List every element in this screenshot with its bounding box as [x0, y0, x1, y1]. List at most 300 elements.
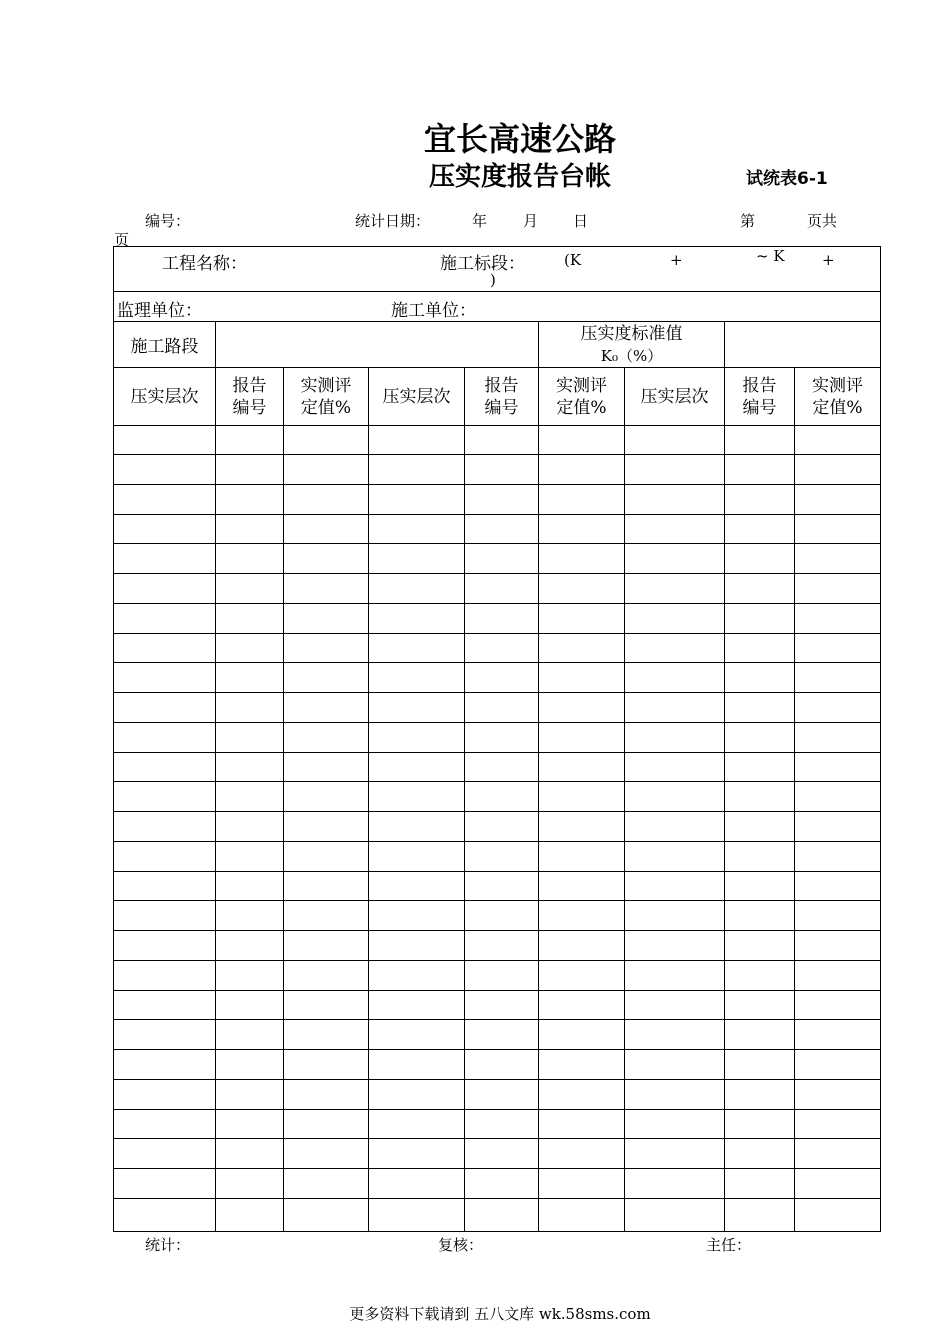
table-cell[interactable] — [725, 455, 795, 485]
table-cell[interactable] — [725, 990, 795, 1020]
table-cell[interactable] — [539, 455, 625, 485]
project-name-label: 工程名称： — [162, 254, 247, 274]
table-cell[interactable] — [795, 1198, 881, 1231]
table-cell[interactable] — [369, 633, 465, 663]
table-cell[interactable] — [114, 663, 216, 693]
table-cell[interactable] — [539, 871, 625, 901]
table-cell[interactable] — [216, 603, 284, 633]
col-layer-2: 压实层次 — [369, 368, 465, 426]
table-cell[interactable] — [625, 1139, 725, 1169]
standard-label-line1: 压实度标准值 — [580, 323, 683, 344]
table-cell[interactable] — [625, 871, 725, 901]
table-cell[interactable] — [369, 603, 465, 633]
table-cell[interactable] — [369, 1198, 465, 1231]
table-cell[interactable] — [795, 990, 881, 1020]
table-cell[interactable] — [539, 990, 625, 1020]
table-cell[interactable] — [369, 544, 465, 574]
table-cell[interactable] — [725, 426, 795, 455]
table-cell[interactable] — [369, 484, 465, 514]
table-cell[interactable] — [284, 1079, 369, 1109]
table-cell[interactable] — [284, 426, 369, 455]
table-cell[interactable] — [539, 1139, 625, 1169]
table-cell[interactable] — [795, 633, 881, 663]
table-cell[interactable] — [369, 901, 465, 931]
table-row — [114, 931, 881, 961]
table-cell[interactable] — [216, 1109, 284, 1139]
table-cell[interactable] — [465, 782, 539, 812]
table-cell[interactable] — [539, 931, 625, 961]
site-watermark-text: 更多资料下载请到 五八文库 wk.58sms.com — [349, 1305, 651, 1323]
table-cell[interactable] — [216, 1079, 284, 1109]
table-cell[interactable] — [114, 782, 216, 812]
table-cell[interactable] — [795, 603, 881, 633]
table-cell[interactable] — [114, 1020, 216, 1050]
table-cell[interactable] — [114, 484, 216, 514]
table-cell[interactable] — [216, 722, 284, 752]
table-cell[interactable] — [625, 426, 725, 455]
table-cell[interactable] — [795, 455, 881, 485]
table-cell[interactable] — [539, 722, 625, 752]
chainage-end: ~ K — [756, 247, 785, 265]
table-row — [114, 960, 881, 990]
table-row — [114, 901, 881, 931]
col-value-3 — [795, 368, 881, 426]
col-value-3-line1: 实测评 — [812, 375, 863, 396]
table-cell[interactable] — [725, 1198, 795, 1231]
table-cell[interactable] — [539, 1109, 625, 1139]
table-cell[interactable] — [465, 1109, 539, 1139]
table-cell[interactable] — [216, 812, 284, 842]
table-cell[interactable] — [114, 514, 216, 544]
table-cell[interactable] — [114, 544, 216, 574]
table-cell[interactable] — [114, 1079, 216, 1109]
table-cell[interactable] — [725, 1079, 795, 1109]
table-cell[interactable] — [369, 1020, 465, 1050]
table-cell[interactable] — [284, 574, 369, 604]
table-cell[interactable] — [465, 841, 539, 871]
table-cell[interactable] — [539, 1050, 625, 1080]
table-cell[interactable] — [114, 1169, 216, 1199]
table-cell[interactable] — [795, 426, 881, 455]
table-cell[interactable] — [725, 1139, 795, 1169]
supervisor-label: 监理单位： — [117, 301, 202, 321]
col-report-no-2 — [465, 368, 539, 426]
table-row — [114, 544, 881, 574]
table-cell[interactable] — [114, 633, 216, 663]
table-cell[interactable] — [625, 514, 725, 544]
table-cell[interactable] — [216, 1169, 284, 1199]
table-cell[interactable] — [795, 722, 881, 752]
table-cell[interactable] — [795, 812, 881, 842]
table-cell[interactable] — [795, 693, 881, 723]
table-cell[interactable] — [539, 544, 625, 574]
table-cell[interactable] — [539, 693, 625, 723]
table-cell[interactable] — [465, 484, 539, 514]
table-cell[interactable] — [114, 960, 216, 990]
col-value-2-line2: 定值% — [556, 397, 607, 418]
table-cell[interactable] — [465, 960, 539, 990]
table-cell[interactable] — [795, 901, 881, 931]
table-cell[interactable] — [369, 812, 465, 842]
table-cell[interactable] — [795, 931, 881, 961]
table-cell[interactable] — [795, 871, 881, 901]
table-cell[interactable] — [284, 841, 369, 871]
table-cell[interactable] — [625, 1198, 725, 1231]
table-cell[interactable] — [284, 1050, 369, 1080]
table-cell[interactable] — [465, 514, 539, 544]
table-cell[interactable] — [725, 544, 795, 574]
table-cell[interactable] — [369, 752, 465, 782]
table-cell[interactable] — [114, 931, 216, 961]
table-cell[interactable] — [725, 1109, 795, 1139]
table-row — [114, 782, 881, 812]
table-cell[interactable] — [369, 1079, 465, 1109]
table-cell[interactable] — [725, 484, 795, 514]
table-cell[interactable] — [725, 514, 795, 544]
table-cell[interactable] — [284, 1109, 369, 1139]
table-cell[interactable] — [625, 574, 725, 604]
contractor-label: 施工单位： — [391, 301, 476, 321]
table-row — [114, 1020, 881, 1050]
table-cell[interactable] — [795, 1169, 881, 1199]
table-cell[interactable] — [369, 1139, 465, 1169]
table-cell[interactable] — [216, 633, 284, 663]
table-cell[interactable] — [284, 752, 369, 782]
table-cell[interactable] — [725, 901, 795, 931]
table-cell[interactable] — [284, 1198, 369, 1231]
table-row — [114, 841, 881, 871]
table-cell[interactable] — [216, 990, 284, 1020]
table-cell[interactable] — [539, 841, 625, 871]
table-cell[interactable] — [465, 990, 539, 1020]
col-value-1-line1: 实测评 — [300, 375, 352, 396]
table-row — [114, 1109, 881, 1139]
table-cell[interactable] — [725, 1050, 795, 1080]
table-cell[interactable] — [114, 990, 216, 1020]
table-cell[interactable] — [465, 426, 539, 455]
table-row — [114, 574, 881, 604]
project-row — [114, 247, 881, 292]
table-cell[interactable] — [539, 426, 625, 455]
table-cell[interactable] — [465, 1020, 539, 1050]
table-cell[interactable] — [539, 574, 625, 604]
table-row — [114, 812, 881, 842]
table-cell[interactable] — [465, 722, 539, 752]
table-cell[interactable] — [284, 514, 369, 544]
column-header-row — [114, 368, 881, 426]
table-cell[interactable] — [625, 1109, 725, 1139]
table-cell[interactable] — [465, 544, 539, 574]
table-cell[interactable] — [369, 426, 465, 455]
table-row — [114, 1050, 881, 1080]
table-cell[interactable] — [539, 603, 625, 633]
document-subtitle: 压实度报告台帐 — [428, 162, 611, 192]
table-cell[interactable] — [369, 455, 465, 485]
table-cell[interactable] — [114, 693, 216, 723]
table-row — [114, 752, 881, 782]
table-cell[interactable] — [625, 990, 725, 1020]
table-row — [114, 484, 881, 514]
col-report-no-3 — [725, 368, 795, 426]
table-cell[interactable] — [625, 841, 725, 871]
table-cell[interactable] — [795, 752, 881, 782]
table-cell[interactable] — [369, 931, 465, 961]
table-cell[interactable] — [625, 1020, 725, 1050]
table-cell[interactable] — [216, 1020, 284, 1050]
table-cell[interactable] — [539, 514, 625, 544]
day-label: 日 — [573, 212, 589, 230]
form-number: 试统表6-1 — [746, 169, 828, 189]
table-cell[interactable] — [284, 812, 369, 842]
table-cell[interactable] — [284, 663, 369, 693]
table-cell[interactable] — [369, 990, 465, 1020]
table-cell[interactable] — [369, 1050, 465, 1080]
section-label: 施工标段： — [440, 254, 525, 274]
table-cell[interactable] — [216, 901, 284, 931]
table-cell[interactable] — [114, 1050, 216, 1080]
table-cell[interactable] — [114, 455, 216, 485]
table-cell[interactable] — [625, 455, 725, 485]
table-cell[interactable] — [114, 841, 216, 871]
col-report-no-2-line2: 编号 — [484, 397, 519, 418]
table-cell[interactable] — [216, 693, 284, 723]
table-cell[interactable] — [369, 722, 465, 752]
table-cell[interactable] — [625, 1050, 725, 1080]
table-cell[interactable] — [284, 1020, 369, 1050]
table-cell[interactable] — [369, 1169, 465, 1199]
table-cell[interactable] — [216, 871, 284, 901]
table-cell[interactable] — [625, 633, 725, 663]
table-cell[interactable] — [284, 603, 369, 633]
table-cell[interactable] — [725, 1020, 795, 1050]
table-cell[interactable] — [539, 1079, 625, 1109]
table-cell[interactable] — [539, 752, 625, 782]
footer-director-label: 主任： — [706, 1236, 752, 1254]
table-cell[interactable] — [284, 544, 369, 574]
table-cell[interactable] — [114, 812, 216, 842]
table-cell[interactable] — [465, 455, 539, 485]
table-cell[interactable] — [114, 752, 216, 782]
table-cell[interactable] — [625, 603, 725, 633]
table-cell[interactable] — [216, 514, 284, 544]
table-cell[interactable] — [284, 931, 369, 961]
table-cell[interactable] — [114, 1198, 216, 1231]
table-cell[interactable] — [725, 574, 795, 604]
table-cell[interactable] — [369, 1109, 465, 1139]
table-cell[interactable] — [284, 782, 369, 812]
table-cell[interactable] — [625, 752, 725, 782]
table-cell[interactable] — [465, 901, 539, 931]
table-cell[interactable] — [284, 633, 369, 663]
table-cell[interactable] — [625, 722, 725, 752]
table-cell[interactable] — [625, 782, 725, 812]
table-cell[interactable] — [539, 812, 625, 842]
table-cell[interactable] — [216, 960, 284, 990]
table-cell[interactable] — [216, 484, 284, 514]
table-cell[interactable] — [114, 426, 216, 455]
table-cell[interactable] — [795, 1020, 881, 1050]
table-cell[interactable] — [216, 1050, 284, 1080]
table-cell[interactable] — [539, 484, 625, 514]
road-segment-value[interactable] — [216, 322, 539, 368]
table-cell[interactable] — [625, 960, 725, 990]
table-cell[interactable] — [216, 455, 284, 485]
col-report-no-1-line2: 编号 — [232, 397, 267, 418]
table-cell[interactable] — [114, 574, 216, 604]
table-cell[interactable] — [465, 603, 539, 633]
table-cell[interactable] — [369, 693, 465, 723]
table-cell[interactable] — [114, 722, 216, 752]
table-cell[interactable] — [114, 871, 216, 901]
table-row — [114, 693, 881, 723]
table-cell[interactable] — [369, 782, 465, 812]
table-cell[interactable] — [539, 663, 625, 693]
table-cell[interactable] — [725, 1169, 795, 1199]
table-cell[interactable] — [284, 871, 369, 901]
table-cell[interactable] — [284, 990, 369, 1020]
table-cell[interactable] — [795, 1079, 881, 1109]
table-row — [114, 1198, 881, 1231]
table-cell[interactable] — [284, 484, 369, 514]
table-cell[interactable] — [625, 663, 725, 693]
table-cell[interactable] — [465, 1169, 539, 1199]
table-cell[interactable] — [725, 633, 795, 663]
table-cell[interactable] — [284, 693, 369, 723]
table-cell[interactable] — [795, 544, 881, 574]
road-segment-label: 施工路段 — [114, 322, 216, 368]
table-cell[interactable] — [465, 1198, 539, 1231]
table-cell[interactable] — [114, 1109, 216, 1139]
table-cell[interactable] — [369, 841, 465, 871]
table-cell[interactable] — [625, 544, 725, 574]
table-cell[interactable] — [369, 663, 465, 693]
table-cell[interactable] — [216, 544, 284, 574]
table-cell[interactable] — [465, 693, 539, 723]
col-value-2-line1: 实测评 — [556, 375, 607, 396]
table-cell[interactable] — [725, 960, 795, 990]
table-cell[interactable] — [539, 1169, 625, 1199]
col-value-1-line2: 定值% — [300, 397, 352, 418]
table-cell[interactable] — [725, 693, 795, 723]
table-cell[interactable] — [369, 871, 465, 901]
standard-label-line2: K₀（%） — [600, 346, 663, 365]
table-cell[interactable] — [284, 1139, 369, 1169]
table-cell[interactable] — [725, 812, 795, 842]
number-label: 编号： — [145, 212, 191, 230]
table-cell[interactable] — [795, 484, 881, 514]
table-cell[interactable] — [725, 782, 795, 812]
col-value-2 — [539, 368, 625, 426]
table-cell[interactable] — [795, 782, 881, 812]
table-cell[interactable] — [114, 1139, 216, 1169]
table-cell[interactable] — [216, 752, 284, 782]
table-cell[interactable] — [216, 1139, 284, 1169]
table-row — [114, 1079, 881, 1109]
table-cell[interactable] — [725, 663, 795, 693]
table-cell[interactable] — [795, 1139, 881, 1169]
table-cell[interactable] — [216, 782, 284, 812]
table-row — [114, 514, 881, 544]
table-cell[interactable] — [625, 901, 725, 931]
table-cell[interactable] — [725, 752, 795, 782]
table-cell[interactable] — [539, 633, 625, 663]
table-cell[interactable] — [725, 841, 795, 871]
table-cell[interactable] — [465, 1050, 539, 1080]
table-cell[interactable] — [216, 663, 284, 693]
table-cell[interactable] — [465, 663, 539, 693]
table-cell[interactable] — [465, 812, 539, 842]
table-row — [114, 455, 881, 485]
table-cell[interactable] — [369, 960, 465, 990]
month-label: 月 — [523, 212, 539, 230]
table-cell[interactable] — [465, 931, 539, 961]
table-cell[interactable] — [465, 752, 539, 782]
table-cell[interactable] — [795, 960, 881, 990]
table-cell[interactable] — [465, 871, 539, 901]
table-cell[interactable] — [725, 871, 795, 901]
chainage-plus-1: + — [670, 251, 683, 269]
table-cell[interactable] — [539, 782, 625, 812]
table-cell[interactable] — [114, 901, 216, 931]
table-cell[interactable] — [369, 514, 465, 544]
ledger-table — [113, 246, 881, 1232]
footer-review-label: 复核： — [438, 1236, 484, 1254]
table-cell[interactable] — [795, 574, 881, 604]
table-cell[interactable] — [216, 574, 284, 604]
standard-value-input[interactable] — [725, 322, 881, 368]
table-cell[interactable] — [795, 1050, 881, 1080]
table-cell[interactable] — [625, 812, 725, 842]
table-cell[interactable] — [539, 1198, 625, 1231]
document-title: 宜长高速公路 — [423, 120, 616, 158]
table-cell[interactable] — [284, 1169, 369, 1199]
table-cell[interactable] — [725, 722, 795, 752]
table-cell[interactable] — [795, 1109, 881, 1139]
table-cell[interactable] — [539, 960, 625, 990]
page-suffix: 页 — [114, 231, 130, 249]
table-cell[interactable] — [795, 514, 881, 544]
table-cell[interactable] — [625, 693, 725, 723]
table-cell[interactable] — [625, 484, 725, 514]
table-cell[interactable] — [284, 901, 369, 931]
table-cell[interactable] — [216, 931, 284, 961]
table-cell[interactable] — [284, 722, 369, 752]
table-cell[interactable] — [539, 1020, 625, 1050]
table-cell[interactable] — [795, 663, 881, 693]
table-cell[interactable] — [284, 455, 369, 485]
col-value-3-line2: 定值% — [812, 397, 863, 418]
table-cell[interactable] — [465, 633, 539, 663]
table-cell[interactable] — [114, 603, 216, 633]
table-cell[interactable] — [625, 931, 725, 961]
table-cell[interactable] — [369, 574, 465, 604]
table-cell[interactable] — [625, 1079, 725, 1109]
table-cell[interactable] — [216, 841, 284, 871]
table-cell[interactable] — [725, 603, 795, 633]
table-cell[interactable] — [539, 901, 625, 931]
table-cell[interactable] — [216, 1198, 284, 1231]
table-cell[interactable] — [465, 1079, 539, 1109]
table-cell[interactable] — [795, 841, 881, 871]
table-cell[interactable] — [216, 426, 284, 455]
table-cell[interactable] — [465, 574, 539, 604]
table-cell[interactable] — [465, 1139, 539, 1169]
year-label: 年 — [472, 212, 488, 230]
table-cell[interactable] — [725, 931, 795, 961]
table-cell[interactable] — [625, 1169, 725, 1199]
col-value-1 — [284, 368, 369, 426]
table-cell[interactable] — [284, 960, 369, 990]
